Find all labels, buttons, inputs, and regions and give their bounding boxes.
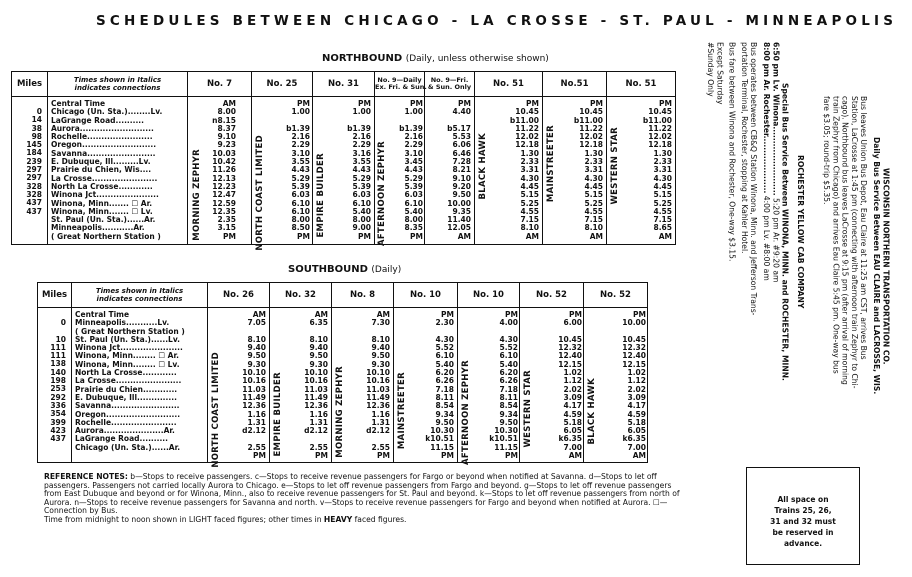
nb-times: AM 8.00 n8.15 8.37 9.10 9.23 10.03 10.42 11.26 12.13 12.23 12.47 12.59 12.35 2.35 3.15 PM bbox=[212, 99, 236, 241]
rochester-bus-panel bbox=[706, 42, 805, 422]
page-title: SCHEDULES BETWEEN CHICAGO - LA CROSSE - ST. PAUL - MINNEAPOLIS bbox=[96, 13, 898, 29]
reservation-notice-text: All space on Trains 25, 26, 31 and 32 must be reserved in advance. bbox=[770, 495, 836, 548]
sb-train-name: NORTH COAST LIMITED bbox=[211, 352, 221, 468]
wisconsin-line3: cago). Northbound bus leaves LaCrosse at 9:15 pm (after arrival of morning bbox=[840, 96, 850, 385]
southbound-table bbox=[37, 282, 648, 468]
wisconsin-line1: Bus leaves Union Bus Depot, Eau Claire at 11:25 am CST, arrives Bus bbox=[859, 96, 869, 360]
nb-train-name: MAINSTREETER bbox=[546, 125, 556, 203]
rochester-title: ROCHESTER YELLOW CAB COMPANY bbox=[795, 155, 805, 309]
nb-train-name: MORNING ZEPHYR bbox=[192, 149, 202, 241]
sb-stations-list: Central Time Minneapolis...........Lv. ( Great Northern Station ) St. Paul (Un. Sta.)......Lv. Winona Jct...................... Winona, Minn........ ☐ Ar. Winona, Minn........ ☐ Lv. North La Crosse............ La Crosse....................... Prairie du Chien............ E. Dubuque, Ill.............. Savanna........................ Oregon.......................... Rochelle....................... Aurora.....................Ar. LaGrange Road.......... Chicago (Un. Sta.)......Ar. bbox=[75, 310, 185, 452]
wisconsin-line2: Station, LaCrosse at 1:45 pm (connecting with afternoon train Zephyr to Chi- bbox=[849, 96, 859, 389]
nb-train-no: No. 51 bbox=[475, 72, 543, 97]
rochester-ops2: portation Terminal, Rochester, stopping at Kahler Hotel. bbox=[739, 42, 749, 254]
wisconsin-line5: fare $3.05; round-trip $5.35. bbox=[822, 96, 832, 205]
southbound-subheading: (Daily) bbox=[371, 265, 402, 275]
sb-train-name: AFTERNOON ZEPHYR bbox=[461, 360, 471, 465]
nb-train-name: BLACK HAWK bbox=[478, 133, 488, 200]
nb-train-no: No. 51 bbox=[607, 72, 676, 97]
notes-line2-pre: Time from midnight to noon shown in LIGHT faced figures; other times in bbox=[44, 514, 324, 524]
sb-train-no: No. 8 bbox=[332, 283, 394, 308]
rochester-except1: Except Saturday bbox=[715, 42, 725, 105]
sb-train-no: No. 52 bbox=[584, 283, 648, 308]
sb-times: PM 10.00 10.45 12.32 12.40 12.15 1.02 1.12 2.02 3.09 4.17 4.59 5.18 6.05 k6.35 7.00 AM bbox=[622, 310, 646, 461]
sb-times: PM 2.30 4.30 5.52 6.10 5.40 6.20 6.26 7.18 8.11 8.54 9.34 9.50 10.30 k10.51 11.15 PM bbox=[425, 310, 454, 461]
northbound-heading bbox=[322, 53, 549, 64]
nb-times: PM 4.40 b5.17 5.53 6.06 6.46 7.28 8.21 9.10 9.20 9.50 10.00 9.35 11.40 12.05 AM bbox=[447, 99, 471, 241]
sb-train-name: BLACK HAWK bbox=[587, 378, 597, 445]
wisconsin-subtitle: Daily Bus Service Between EAU CLAIRE and LACROSSE, WIS. bbox=[872, 137, 882, 395]
rochester-row2-right: 4:00 pm Lv. #8:00 am bbox=[762, 195, 772, 281]
rochester-subtitle: Special Bus Service Between WINONA, MINN. and ROCHESTER, MINN. bbox=[780, 83, 790, 381]
sb-train-no: No. 10 bbox=[458, 283, 520, 308]
rochester-row2-left: 8:00 pm Ar. Rochester.................... bbox=[762, 42, 772, 194]
rochester-spacer bbox=[790, 42, 796, 422]
sb-times: AM 7.30 8.10 9.40 9.50 9.30 10.10 10.16 11.03 11.49 12.36 1.16 1.31 d2.12 2.55 PM bbox=[366, 310, 390, 461]
sb-train-name: EMPIRE BUILDER bbox=[273, 372, 283, 457]
nb-train-name: EMPIRE BUILDER bbox=[316, 153, 326, 238]
sb-train-no: No. 10 bbox=[394, 283, 458, 308]
nb-train-no: No. 25 bbox=[252, 72, 313, 97]
nb-times: PM 1.00 b1.39 2.16 2.29 3.10 3.45 4.43 5.29 5.39 6.03 6.10 5.40 8.00 8.35 PM bbox=[399, 99, 423, 241]
rochester-row2 bbox=[762, 42, 771, 422]
sb-train-no: No. 26 bbox=[208, 283, 270, 308]
wisconsin-title: WISCONSIN NORTHERN TRANSPORTATION CO. bbox=[881, 167, 891, 365]
nb-train-no: No. 9—Fri. & Sun. Only bbox=[425, 72, 475, 97]
northbound-table bbox=[11, 71, 676, 251]
sb-train-name: WESTERN STAR bbox=[523, 370, 533, 448]
nb-train-no: No. 7 bbox=[188, 72, 252, 97]
notes-line2-post: faced figures. bbox=[352, 514, 407, 524]
wisconsin-bus-panel bbox=[822, 96, 890, 436]
nb-times: PM 10.45 b11.00 11.22 12.02 12.18 1.30 2.33 3.31 4.30 4.45 5.15 5.25 4.55 7.15 8.65 AM bbox=[642, 99, 672, 241]
reservation-notice-box bbox=[746, 467, 860, 565]
nb-train-name: AFTERNOON ZEPHYR bbox=[377, 141, 387, 246]
nb-train-name: WESTERN STAR bbox=[610, 127, 620, 205]
sb-miles-list: 0 10 111 111 138 140 198 253 292 336 354 399 423 437 bbox=[50, 318, 66, 444]
notes-label: REFERENCE NOTES: bbox=[44, 472, 128, 481]
rochester-row1-right: 5:20 pm Ar. #9:20 am bbox=[771, 198, 781, 283]
rochester-row1 bbox=[771, 42, 780, 422]
sb-times: AM 6.35 8.10 9.40 9.50 9.30 10.10 10.16 11.03 11.49 12.36 1.16 1.31 d2.12 2.55 PM bbox=[304, 310, 328, 461]
nb-train-no: No.51 bbox=[543, 72, 607, 97]
nb-times: PM 1.00 b1.39 2.16 2.29 3.16 3.55 4.43 5.29 5.39 6.03 6.10 5.40 8.00 9.00 PM bbox=[347, 99, 371, 241]
nb-times: PM 1.00 b1.39 2.16 2.29 3.10 3.55 4.43 5.29 5.39 6.03 6.10 6.10 8.00 8.50 PM bbox=[286, 99, 310, 241]
sb-train-name: MAINSTREETER bbox=[397, 372, 407, 450]
sb-times: AM 7.05 8.10 9.40 9.50 9.30 10.10 10.16 11.03 11.49 12.36 1.16 1.31 d2.12 2.55 PM bbox=[242, 310, 266, 461]
nb-col-miles: Miles bbox=[12, 72, 48, 97]
nb-stations-list: Central Time Chicago (Un. Sta.)........Lv. LaGrange Road.......... Aurora.......................... Rochelle....................... Oregon.......................... Savanna........................ E. Dubuque, Ill.........Lv. Prairie du Chien, Wis.... La Crosse....................... North La Crosse............ Winona Jct...................... Winona, Minn....... ☐ Ar. Winona, Minn....... ☐ Lv. St. Paul (Un. Sta.)......Ar. Minneapolis...........Ar. ( Great Northern Station ) bbox=[51, 99, 163, 241]
sb-train-name: MORNING ZEPHYR bbox=[335, 366, 345, 458]
nb-miles-list: 0 14 38 98 145 184 239 297 297 328 328 437 437 bbox=[26, 107, 42, 216]
rochester-fare: Bus fare between Winona and Rochester, One-way $3.15. bbox=[727, 42, 737, 262]
sb-times: PM 4.00 4.30 5.52 6.10 5.40 6.20 6.26 7.18 8.11 8.54 9.34 9.50 10.30 k10.51 11.15 PM bbox=[489, 310, 518, 461]
sb-train-no: No. 52 bbox=[520, 283, 584, 308]
southbound-heading-text: SOUTHBOUND bbox=[288, 264, 368, 275]
nb-train-no: No. 9—Daily Ex. Fri. & Sun. bbox=[375, 72, 425, 97]
notes-text: b—Stops to receive passengers. c—Stops to receive revenue passengers for Fargo or beyond when notified at Savanna. d—Stops to let off passengers. Passengers not carried locally Aurora to Chicago. e—Stops to let off revenue passengers from Fargo and beyond. g—Stops to let off revenue passengers from East Dubuque and beyond or for Winona, Minn., also to receive revenue passengers for St. Paul and beyond. k—Stops to let off revenue passengers from north of Aurora. n—Stops to receive revenue passengers for Savanna and north. v—Stops to receive revenue passengers for Fargo and beyond when notified at Aurora. ☐—Connection by Bus. bbox=[44, 472, 680, 516]
sb-col-miles: Miles bbox=[38, 283, 72, 308]
rochester-row1-left: 6:50 pm Lv. Winona........................ bbox=[771, 42, 781, 196]
nb-times: PM 10.45 b11.00 11.22 12.02 12.18 1.30 2.33 3.31 4.30 4.45 5.15 5.25 4.55 7.15 8.10 AM bbox=[509, 99, 539, 241]
southbound-heading bbox=[288, 264, 401, 275]
rochester-except2: #Sunday Only bbox=[706, 42, 716, 97]
sb-times: PM 6.00 10.45 12.32 12.40 12.15 1.02 1.12 2.02 3.09 4.17 4.59 5.18 6.05 k6.35 7.00 AM bbox=[558, 310, 582, 461]
nb-col-times: Times shown in Italics indicates connections bbox=[48, 72, 188, 97]
northbound-subheading: (Daily, unless otherwise shown) bbox=[405, 54, 549, 64]
reference-notes bbox=[44, 473, 684, 525]
wisconsin-line4: train Zephyr from Chicago) and arrives Eau Claire 5:45 pm. One-way bus bbox=[831, 96, 841, 374]
nb-train-no: No. 31 bbox=[313, 72, 375, 97]
nb-train-name: NORTH COAST LIMITED bbox=[255, 135, 265, 251]
northbound-heading-text: NORTHBOUND bbox=[322, 53, 403, 64]
sb-col-times: Times shown in Italics indicates connections bbox=[72, 283, 208, 308]
sb-train-no: No. 32 bbox=[270, 283, 332, 308]
nb-times: PM 10.45 b11.00 11.22 12.02 12.18 1.30 2.33 3.31 4.30 4.45 5.15 5.25 4.55 7.15 8.10 AM bbox=[573, 99, 603, 241]
notes-line2-bold: HEAVY bbox=[323, 514, 353, 524]
rochester-ops1: Bus operates between CB&Q Station Winona, Minn. and Jefferson Trans- bbox=[749, 42, 759, 316]
